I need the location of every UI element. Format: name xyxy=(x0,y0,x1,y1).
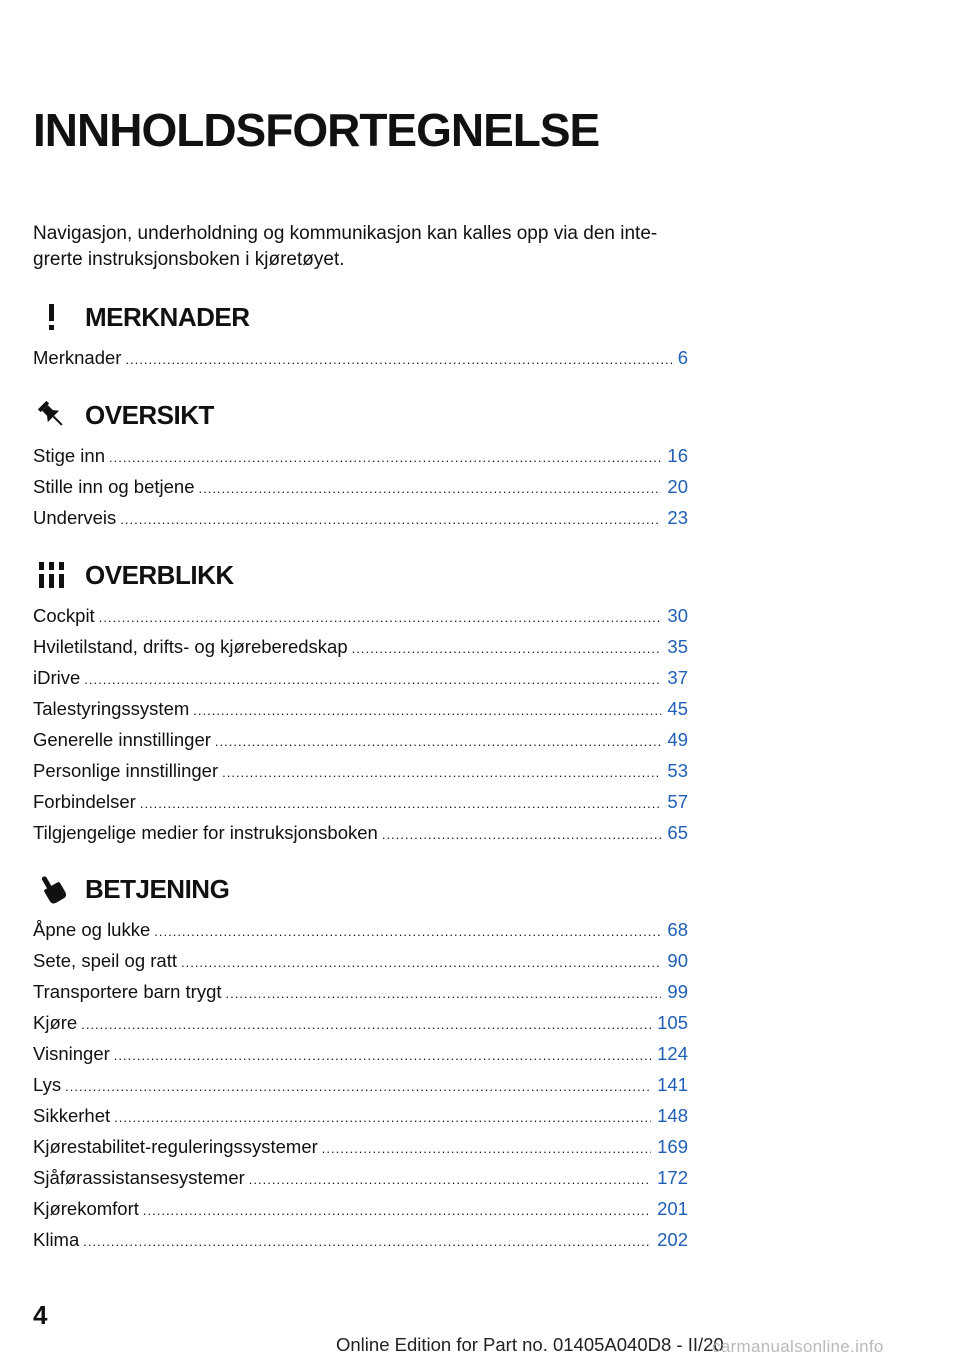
toc-entry-page: 90 xyxy=(667,950,688,971)
toc-entry-page: 37 xyxy=(667,667,688,688)
dot-leader xyxy=(198,473,661,504)
toc-entry[interactable] xyxy=(33,1162,688,1193)
toc-list xyxy=(33,342,688,373)
toc-entry-label: Stille inn og betjene xyxy=(33,476,195,497)
toc-entry-page: 20 xyxy=(667,476,688,497)
toc-list xyxy=(33,600,688,848)
toc-entry-page: 105 xyxy=(657,1012,688,1033)
dot-leader xyxy=(83,1226,651,1257)
dot-leader xyxy=(114,1102,651,1133)
dot-leader xyxy=(81,1009,651,1040)
page-title: INNHOLDSFORTEGNELSE xyxy=(33,104,600,156)
toc-entry-label: Sikkerhet xyxy=(33,1105,111,1126)
toc-entry-label: Kjørestabilitet-reguleringssystemer xyxy=(33,1136,318,1157)
toc-entry-label: Klima xyxy=(33,1229,80,1250)
toc-entry-page: 99 xyxy=(667,981,688,1002)
toc-entry-label: Generelle innstillinger xyxy=(33,729,211,750)
toc-entry[interactable] xyxy=(33,600,688,631)
toc-entry-label: Stige inn xyxy=(33,445,105,466)
toc-list xyxy=(33,440,688,533)
toc-entry-page: 57 xyxy=(667,791,688,812)
toc-entry-page: 68 xyxy=(667,919,688,940)
toc-entry-label: Forbindelser xyxy=(33,791,136,812)
exclamation-icon xyxy=(33,300,71,334)
toc-entry-label: Talestyringssystem xyxy=(33,698,190,719)
toc-entry-label: Visninger xyxy=(33,1043,110,1064)
dot-leader xyxy=(114,1040,651,1071)
dot-leader xyxy=(382,819,662,850)
toc-entry-label: Lys xyxy=(33,1074,62,1095)
toc-entry-page: 148 xyxy=(657,1105,688,1126)
section-header xyxy=(33,298,688,338)
toc-entry-page: 124 xyxy=(657,1043,688,1064)
section-overblikk xyxy=(33,556,688,848)
toc-entry-page: 35 xyxy=(667,636,688,657)
toc-entry-page: 6 xyxy=(677,347,688,368)
toc-list xyxy=(33,914,688,1255)
toc-entry-label: Hviletilstand, drifts- og kjøreberedskap xyxy=(33,636,348,657)
dot-leader xyxy=(143,1195,651,1226)
dot-leader xyxy=(140,788,662,819)
grid-icon xyxy=(33,558,71,592)
toc-entry-label: iDrive xyxy=(33,667,81,688)
toc-entry-label: Sete, speil og ratt xyxy=(33,950,177,971)
dot-leader xyxy=(193,695,661,726)
dot-leader xyxy=(65,1071,651,1102)
dot-leader xyxy=(226,978,662,1009)
section-title: OVERBLIKK xyxy=(85,560,234,590)
toc-entry-label: Tilgjengelige medier for instruksjonsboken xyxy=(33,822,378,843)
toc-entry[interactable] xyxy=(33,1007,688,1038)
toc-entry[interactable] xyxy=(33,1038,688,1069)
toc-entry[interactable] xyxy=(33,1069,688,1100)
toc-entry-page: 201 xyxy=(657,1198,688,1219)
hand-pointer-icon xyxy=(33,872,71,906)
toc-entry-label: Åpne og lukke xyxy=(33,919,151,940)
dot-leader xyxy=(322,1133,651,1164)
toc-entry-page: 45 xyxy=(667,698,688,719)
toc-entry[interactable] xyxy=(33,631,688,662)
section-header xyxy=(33,556,688,596)
toc-entry-label: Sjåførassistansesystemer xyxy=(33,1167,245,1188)
toc-entry-page: 65 xyxy=(667,822,688,843)
toc-entry-page: 49 xyxy=(667,729,688,750)
toc-entry[interactable] xyxy=(33,976,688,1007)
section-merknader xyxy=(33,298,688,373)
toc-entry[interactable] xyxy=(33,945,688,976)
toc-entry[interactable] xyxy=(33,471,688,502)
toc-entry-label: Kjørekomfort xyxy=(33,1198,139,1219)
toc-entry-page: 16 xyxy=(667,445,688,466)
toc-entry-page: 141 xyxy=(657,1074,688,1095)
toc-entry[interactable] xyxy=(33,1224,688,1255)
dot-leader xyxy=(84,664,661,695)
section-title: MERKNADER xyxy=(85,302,250,332)
toc-entry[interactable] xyxy=(33,1131,688,1162)
toc-entry[interactable] xyxy=(33,1100,688,1131)
section-betjening xyxy=(33,870,688,1255)
toc-entry[interactable] xyxy=(33,724,688,755)
footer-edition: Online Edition for Part no. 01405A040D8 - II/20 xyxy=(336,1334,724,1355)
page-number: 4 xyxy=(33,1300,48,1330)
section-header xyxy=(33,396,688,436)
toc-entry-page: 53 xyxy=(667,760,688,781)
toc-entry[interactable] xyxy=(33,342,688,373)
dot-leader xyxy=(352,633,662,664)
toc-entry-page: 23 xyxy=(667,507,688,528)
toc-entry-page: 172 xyxy=(657,1167,688,1188)
dot-leader xyxy=(249,1164,651,1195)
dot-leader xyxy=(222,757,661,788)
toc-entry[interactable] xyxy=(33,786,688,817)
intro-text xyxy=(33,221,693,273)
dot-leader xyxy=(125,344,671,375)
toc-entry-label: Cockpit xyxy=(33,605,95,626)
toc-entry-page: 30 xyxy=(667,605,688,626)
toc-entry[interactable] xyxy=(33,662,688,693)
toc-entry[interactable] xyxy=(33,817,688,848)
toc-entry-label: Merknader xyxy=(33,347,122,368)
section-header xyxy=(33,870,688,910)
toc-entry[interactable] xyxy=(33,755,688,786)
section-title: OVERSIKT xyxy=(85,400,214,430)
dot-leader xyxy=(181,947,661,978)
toc-entry-label: Personlige innstillinger xyxy=(33,760,219,781)
dot-leader xyxy=(109,442,661,473)
pushpin-icon xyxy=(33,398,71,432)
dot-leader xyxy=(99,602,662,633)
section-title: BETJENING xyxy=(85,874,230,904)
toc-entry[interactable] xyxy=(33,1193,688,1224)
toc-entry-label: Underveis xyxy=(33,507,117,528)
toc-entry[interactable] xyxy=(33,440,688,471)
toc-entry-page: 169 xyxy=(657,1136,688,1157)
toc-entry[interactable] xyxy=(33,914,688,945)
intro-text-content: Navigasjon, underholdning og kommunikasjon kan kalles opp via den inte‐ grerte instruksjonsboken i kjøretøyet. xyxy=(33,223,658,270)
watermark: carmanualsonline.info xyxy=(712,1337,884,1356)
toc-entry[interactable] xyxy=(33,502,688,533)
toc-entry-label: Kjøre xyxy=(33,1012,78,1033)
toc-entry[interactable] xyxy=(33,693,688,724)
toc-entry-label: Transportere barn trygt xyxy=(33,981,222,1002)
dot-leader xyxy=(154,916,661,947)
dot-leader xyxy=(215,726,662,757)
section-oversikt xyxy=(33,396,688,533)
toc-entry-page: 202 xyxy=(657,1229,688,1250)
dot-leader xyxy=(120,504,661,535)
